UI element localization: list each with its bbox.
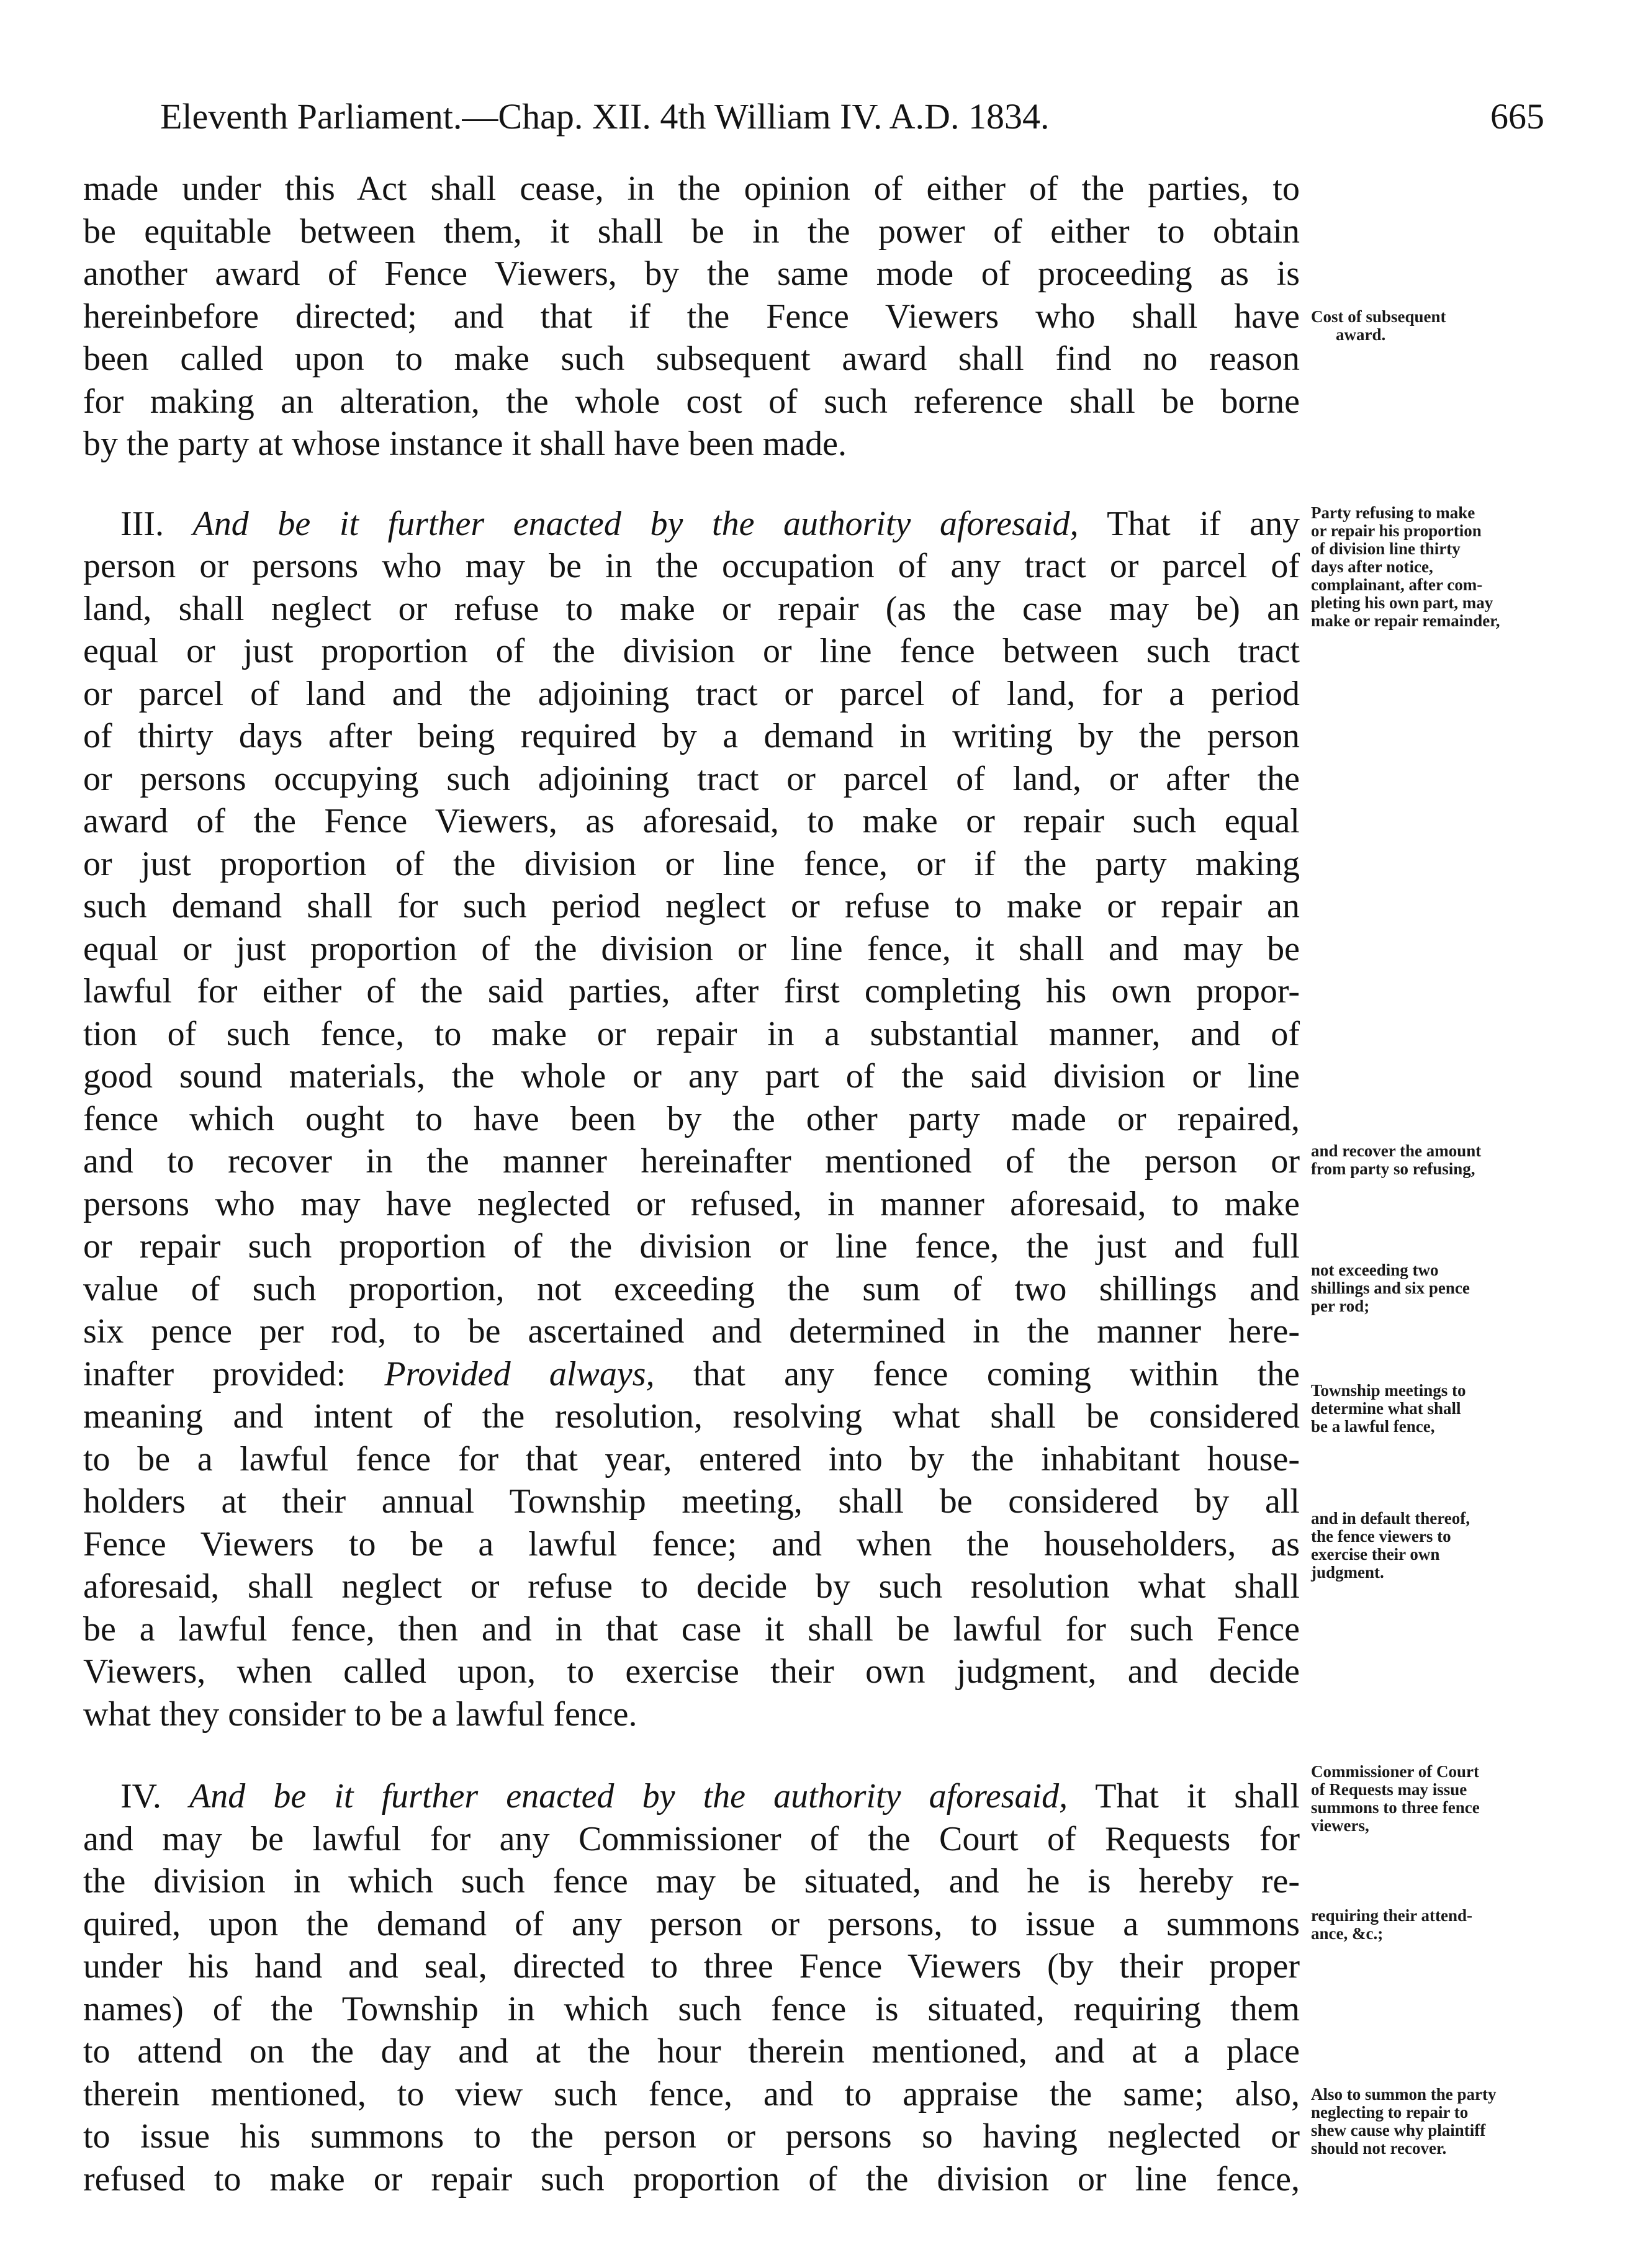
text-line: to attend on the day and at the hour therein mentioned, and at a place xyxy=(83,2032,1300,2071)
text-line: Fence Viewers to be a lawful fence; and when the householders, as xyxy=(83,1524,1300,1564)
marginal-note-line: make or repair remainder, xyxy=(1311,611,1500,630)
text-span: that any fence coming within the xyxy=(693,1354,1300,1393)
text-line: be a lawful fence, then and in that case it shall be lawful for such Fence xyxy=(83,1609,1300,1649)
paragraph-continuation xyxy=(83,168,1300,466)
text-line: to issue his summons to the person or persons so having neglected or xyxy=(83,2117,1300,2156)
text-line: six pence per rod, to be ascertained and determined in the manner here- xyxy=(83,1312,1300,1351)
marginal-note-line: shew cause why plaintiff xyxy=(1311,2121,1486,2140)
text-line: therein mentioned, to view such fence, and to appraise the same; also, xyxy=(83,2074,1300,2113)
marginal-note-line: Party refusing to make xyxy=(1311,503,1475,522)
marginal-note-line: not exceeding two xyxy=(1311,1261,1439,1279)
marginal-note-line: Also to summon the party xyxy=(1311,2085,1497,2104)
text-line: lawful for either of the said parties, after first completing his own propor- xyxy=(83,972,1300,1010)
text-line: to be a lawful fence for that year, entered into by the inhabitant house- xyxy=(83,1439,1300,1478)
text-line: been called upon to make such subsequent award shall find no reason xyxy=(83,340,1300,378)
text-line: equal or just proportion of the division or line fence between such tract xyxy=(83,632,1300,670)
text-line: person or persons who may be in the occupation of any tract or parcel of xyxy=(83,547,1300,585)
marginal-note xyxy=(1311,1907,1584,1943)
enacting-clause: And be it further enacted by the authority aforesaid, xyxy=(192,504,1079,543)
marginal-note xyxy=(1311,1510,1584,1582)
text-line: or persons occupying such adjoining tract or parcel of land, or after the xyxy=(83,759,1300,798)
marginal-note-line: shillings and six pence xyxy=(1311,1279,1470,1297)
enacting-clause: And be it further enacted by the authority aforesaid, xyxy=(189,1777,1068,1816)
marginal-note xyxy=(1311,308,1584,344)
proviso-line xyxy=(83,1353,1300,1396)
text-span: That it shall xyxy=(1095,1777,1300,1816)
text-line: or parcel of land and the adjoining tract or parcel of land, for a period xyxy=(83,674,1300,713)
text-line: persons who may have neglected or refused, in manner aforesaid, to make xyxy=(83,1184,1300,1223)
marginal-note-line: neglecting to repair to xyxy=(1311,2103,1469,2122)
text-line: fence which ought to have been by the other party made or repaired, xyxy=(83,1099,1300,1138)
marginal-note xyxy=(1311,1142,1584,1178)
marginal-note-line: pleting his own part, may xyxy=(1311,593,1493,612)
marginal-note-line: and in default thereof, xyxy=(1311,1509,1470,1528)
text-span: That if any xyxy=(1107,504,1300,543)
text-line: made under this Act shall cease, in the opinion of either of the parties, to xyxy=(83,169,1300,208)
marginal-note-line: requiring their attend- xyxy=(1311,1906,1472,1925)
marginal-note-line: the fence viewers to xyxy=(1311,1527,1451,1546)
running-head: Eleventh Parliament.—Chap. XII. 4th William IV. A.D. 1834. xyxy=(160,96,1050,137)
text-line: be equitable between them, it shall be in the power of either to obtain xyxy=(83,212,1300,251)
section-number: IV. xyxy=(120,1777,161,1816)
section-iv xyxy=(83,1775,1300,2200)
marginal-note-line: be a lawful fence, xyxy=(1311,1417,1435,1436)
marginal-note-line: or repair his proportion xyxy=(1311,521,1482,540)
text-line: Viewers, when called upon, to exercise their own judgment, and decide xyxy=(83,1652,1300,1691)
marginal-note-line: award. xyxy=(1336,325,1386,344)
text-line: of thirty days after being required by a demand in writing by the person xyxy=(83,717,1300,755)
marginal-note-line: summons to three fence xyxy=(1311,1798,1480,1817)
marginal-note-line: and recover the amount xyxy=(1311,1141,1482,1160)
marginal-note xyxy=(1311,1261,1584,1315)
text-line: for making an alteration, the whole cost of such reference shall be borne xyxy=(83,382,1300,421)
text-line: refused to make or repair such proportion of the division or line fence, xyxy=(83,2159,1300,2198)
marginal-note xyxy=(1311,1763,1584,1835)
marginal-note-line: from party so refusing, xyxy=(1311,1159,1475,1178)
text-line: quired, upon the demand of any person or persons, to issue a summons xyxy=(83,1904,1300,1943)
marginal-note-line: complainant, after com- xyxy=(1311,575,1483,594)
text-line: award of the Fence Viewers, as aforesaid, to make or repair such equal xyxy=(83,802,1300,840)
text-line: tion of such fence, to make or repair in a substantial manner, and of xyxy=(83,1014,1300,1053)
text-line: the division in which such fence may be situated, and he is hereby re- xyxy=(83,1862,1300,1901)
marginal-note-line: of division line thirty xyxy=(1311,539,1461,558)
marginal-note-line: should not recover. xyxy=(1311,2139,1447,2158)
text-line: or just proportion of the division or line fence, or if the party making xyxy=(83,844,1300,883)
section-gap xyxy=(83,466,1300,503)
section-iii-first-line xyxy=(83,503,1300,546)
text-line: such demand shall for such period neglect or refuse to make or repair an xyxy=(83,887,1300,925)
text-line: or repair such proportion of the division or line fence, the just and full xyxy=(83,1227,1300,1266)
marginal-note-line: of Requests may issue xyxy=(1311,1780,1467,1799)
text-line: hereinbefore directed; and that if the Fence Viewers who shall have xyxy=(83,297,1300,336)
text-line: land, shall neglect or refuse to make or repair (as the case may be) an xyxy=(83,589,1300,628)
marginal-note-line: days after notice, xyxy=(1311,557,1433,576)
text-line: good sound materials, the whole or any part of the said division or line xyxy=(83,1057,1300,1096)
text-line: another award of Fence Viewers, by the same mode of proceeding as is xyxy=(83,254,1300,293)
text-span: inafter provided: xyxy=(83,1354,346,1393)
section-gap xyxy=(83,1735,1300,1775)
text-line: equal or just proportion of the division or line fence, it shall and may be xyxy=(83,929,1300,968)
marginal-note-line: Township meetings to xyxy=(1311,1381,1466,1400)
text-line: what they consider to be a lawful fence. xyxy=(83,1694,637,1734)
text-line: holders at their annual Township meeting, shall be considered by all xyxy=(83,1482,1300,1521)
section-iii xyxy=(83,503,1300,1736)
marginal-note-line: Commissioner of Court xyxy=(1311,1762,1479,1781)
page-header xyxy=(160,92,1544,142)
marginal-note-line: per rod; xyxy=(1311,1297,1370,1315)
marginal-note-line: viewers, xyxy=(1311,1816,1369,1835)
section-iv-first-line xyxy=(83,1775,1300,1818)
marginal-note xyxy=(1311,504,1584,630)
proviso-clause: Provided always, xyxy=(384,1354,655,1393)
text-line: under his hand and seal, directed to three Fence Viewers (by their proper xyxy=(83,1947,1300,1986)
marginal-note-line: Cost of subsequent xyxy=(1311,307,1446,326)
page-number: 665 xyxy=(1490,96,1544,137)
marginal-note xyxy=(1311,1382,1584,1436)
marginal-note-line: determine what shall xyxy=(1311,1399,1461,1418)
section-number: III. xyxy=(120,504,164,543)
marginal-note-line: judgment. xyxy=(1311,1563,1384,1582)
text-line: value of such proportion, not exceeding the sum of two shillings and xyxy=(83,1269,1300,1308)
body-text xyxy=(83,168,1300,2200)
marginal-note-line: exercise their own xyxy=(1311,1545,1440,1564)
text-line: by the party at whose instance it shall have been made. xyxy=(83,425,847,463)
text-line: aforesaid, shall neglect or refuse to decide by such resolution what shall xyxy=(83,1567,1300,1606)
text-line: meaning and intent of the resolution, resolving what shall be considered xyxy=(83,1397,1300,1436)
text-line: names) of the Township in which such fence is situated, requiring them xyxy=(83,1989,1300,2028)
text-line: and to recover in the manner hereinafter mentioned of the person or xyxy=(83,1142,1300,1181)
marginal-note-line: ance, &c.; xyxy=(1311,1924,1384,1943)
marginal-note xyxy=(1311,2086,1584,2158)
text-line: and may be lawful for any Commissioner of the Court of Requests for xyxy=(83,1819,1300,1858)
